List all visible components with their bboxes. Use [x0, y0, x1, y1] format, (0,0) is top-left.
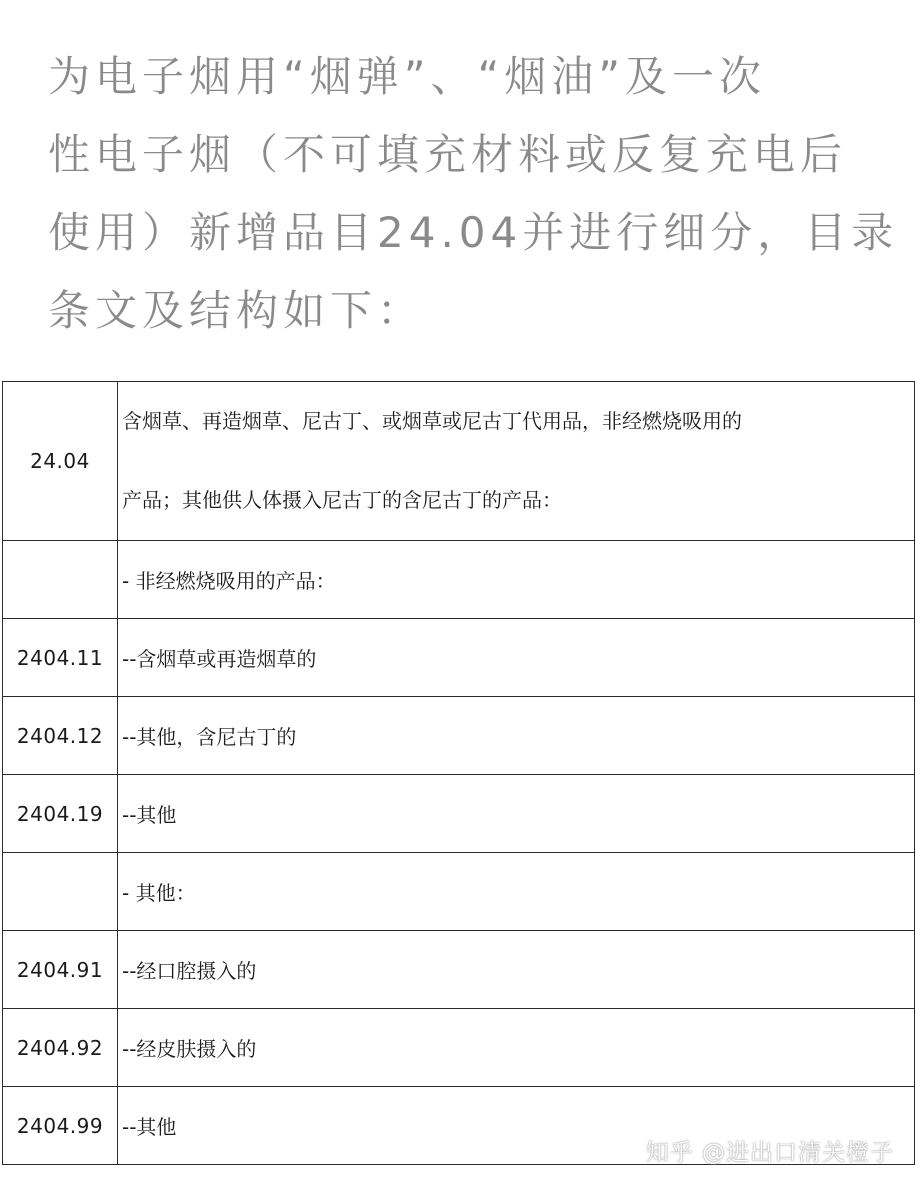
tariff-code-cell: 2404.19: [3, 775, 118, 853]
table-row: [3, 541, 915, 619]
tariff-code-cell: 2404.91: [3, 931, 118, 1009]
tariff-description-cell: --经口腔摄入的: [118, 931, 915, 1009]
intro-line: 条文及结构如下：: [48, 286, 425, 335]
intro-line: 性电子烟（不可填充材料或反复充电后: [48, 130, 848, 179]
intro-paragraph: [48, 38, 899, 350]
tariff-code-cell: [3, 853, 118, 931]
tariff-description-cell: --经皮肤摄入的: [118, 1009, 915, 1087]
table-row: [3, 1009, 915, 1087]
tariff-description-cell: - 非经燃烧吸用的产品：: [118, 541, 915, 619]
tariff-description-cell: [118, 382, 915, 541]
tariff-description-cell: --其他: [118, 1087, 915, 1165]
tariff-code-cell: 2404.12: [3, 697, 118, 775]
tariff-description-cell: --其他，含尼古丁的: [118, 697, 915, 775]
tariff-description-cell: - 其他：: [118, 853, 915, 931]
tariff-code-cell: 2404.99: [3, 1087, 118, 1165]
tariff-code-cell: 24.04: [3, 382, 118, 541]
table-row: [3, 775, 915, 853]
table-row-heading: [3, 382, 915, 541]
description-line: 产品；其他供人体摄入尼古丁的含尼古丁的产品：: [122, 488, 562, 512]
tariff-code-cell: 2404.92: [3, 1009, 118, 1087]
description-line: 含烟草、再造烟草、尼古丁、或烟草或尼古丁代用品，非经燃烧吸用的: [122, 409, 742, 433]
intro-line: 为电子烟用“烟弹”、“烟油”及一次: [48, 52, 767, 101]
intro-line: 使用）新增品目24.04并进行细分，目录: [48, 208, 899, 257]
tariff-description-cell: --含烟草或再造烟草的: [118, 619, 915, 697]
table-row: [3, 853, 915, 931]
tariff-description-cell: --其他: [118, 775, 915, 853]
table-row: [3, 619, 915, 697]
zhihu-watermark: 知乎 @进出口清关橙子: [645, 1140, 894, 1166]
tariff-code-cell: 2404.11: [3, 619, 118, 697]
table-row: [3, 931, 915, 1009]
tariff-table: [2, 381, 915, 1165]
table-row: [3, 697, 915, 775]
tariff-code-cell: [3, 541, 118, 619]
